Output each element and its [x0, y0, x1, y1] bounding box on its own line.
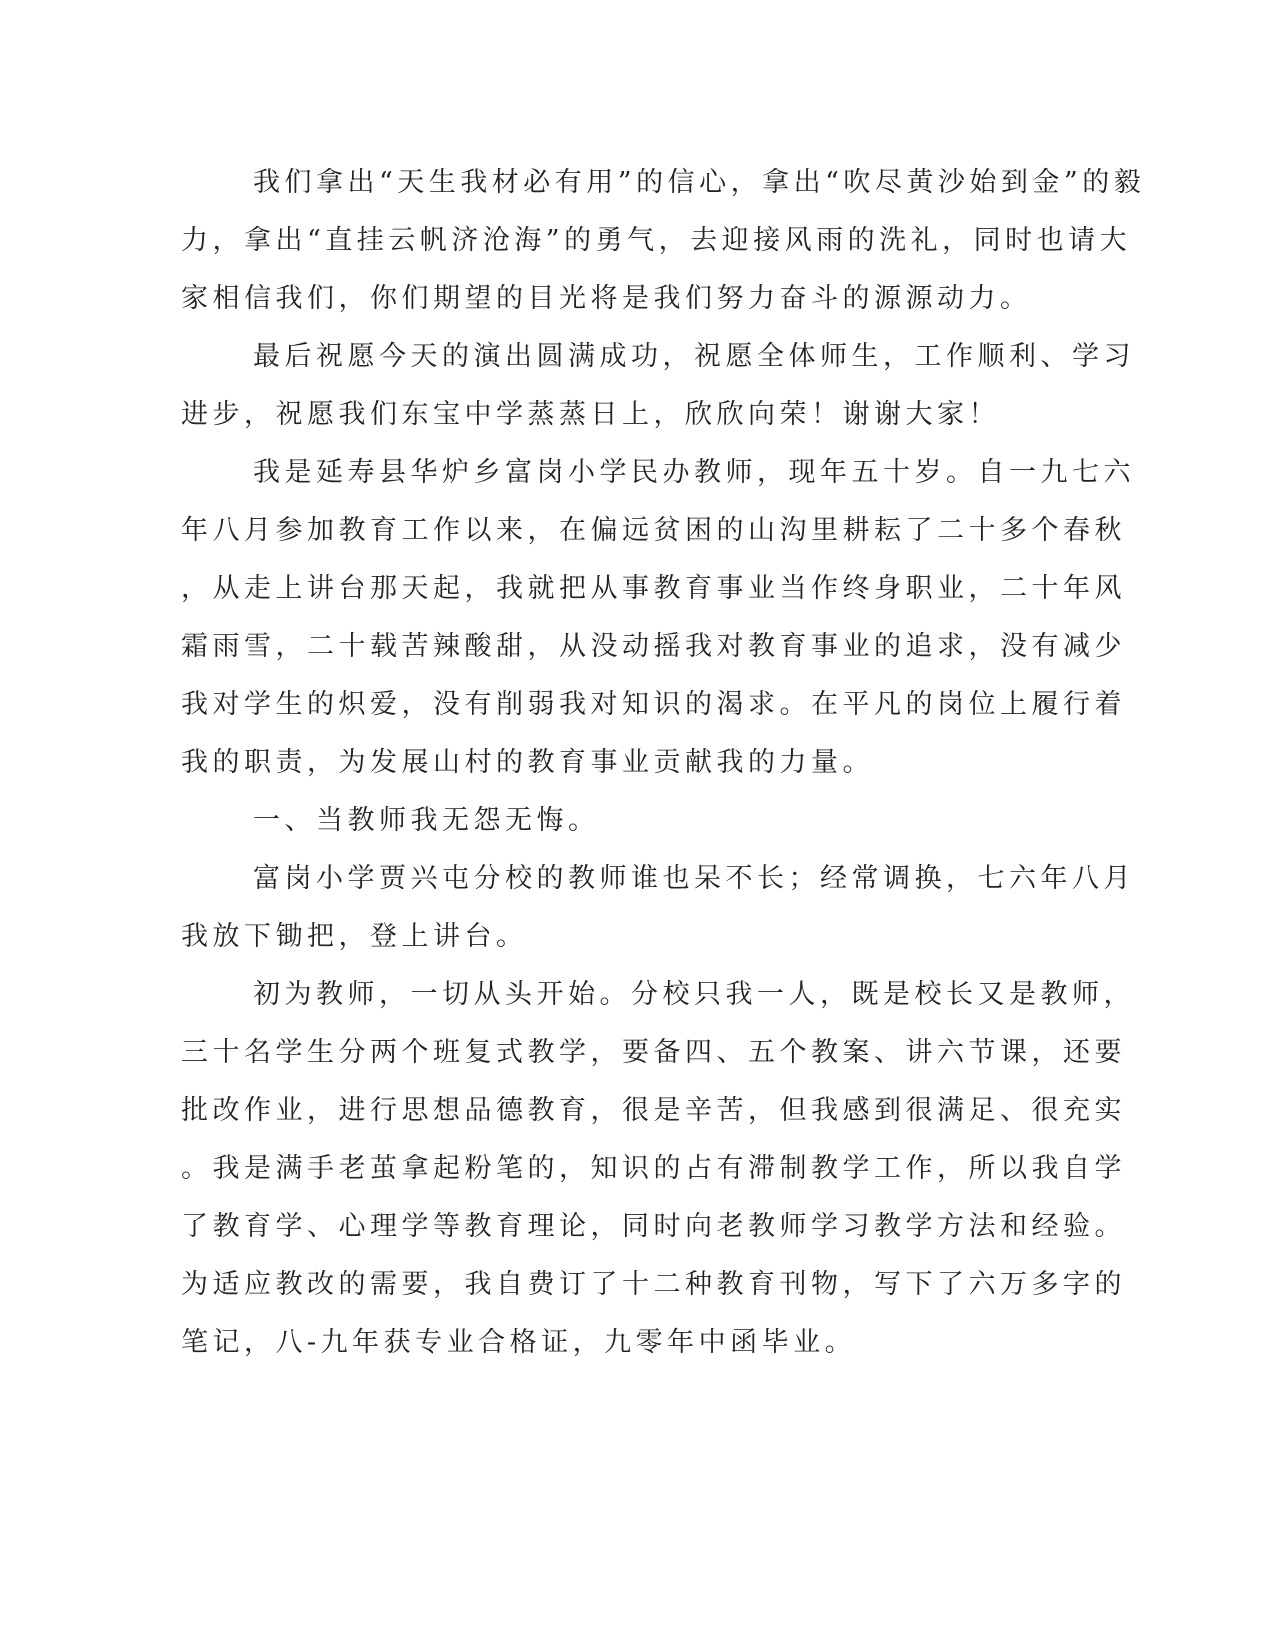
paragraph-line: 年八月参加教育工作以来，在偏远贫困的山沟里耕耘了二十多个春秋	[181, 515, 1126, 546]
paragraph-line: 初为教师，一切从头开始。分校只我一人，既是校长又是教师，	[253, 979, 1135, 1010]
paragraph-line: 笔记，八-九年获专业合格证，九零年中函毕业。	[181, 1327, 857, 1358]
paragraph-line: 富岗小学贾兴屯分校的教师谁也呆不长；经常调换，七六年八月	[253, 863, 1135, 894]
paragraph-line: 进步，祝愿我们东宝中学蒸蒸日上，欣欣向荣！谢谢大家！	[181, 399, 1000, 430]
paragraph-line: 我对学生的炽爱，没有削弱我对知识的渴求。在平凡的岗位上履行着	[181, 689, 1126, 720]
paragraph-line: 。我是满手老茧拿起粉笔的，知识的占有滞制教学工作，所以我自学	[181, 1153, 1126, 1184]
paragraph-line: 批改作业，进行思想品德教育，很是辛苦，但我感到很满足、很充实	[181, 1095, 1126, 1126]
paragraph-line: 我放下锄把，登上讲台。	[181, 921, 528, 952]
paragraph-line: 我的职责，为发展山村的教育事业贡献我的力量。	[181, 747, 874, 778]
paragraph-line: 我们拿出“天生我材必有用”的信心，拿出“吹尽黄沙始到金”的毅	[253, 167, 1146, 198]
paragraph-line: 家相信我们，你们期望的目光将是我们努力奋斗的源源动力。	[181, 283, 1032, 314]
section-heading: 一、当教师我无怨无悔。	[253, 805, 600, 836]
paragraph-line: 为适应教改的需要，我自费订了十二种教育刊物，写下了六万多字的	[181, 1269, 1126, 1300]
paragraph-line: 三十名学生分两个班复式教学，要备四、五个教案、讲六节课，还要	[181, 1037, 1126, 1068]
paragraph-line: ，从走上讲台那天起，我就把从事教育事业当作终身职业，二十年风	[181, 573, 1126, 604]
paragraph-line: 最后祝愿今天的演出圆满成功，祝愿全体师生，工作顺利、学习	[253, 341, 1135, 372]
paragraph-line: 了教育学、心理学等教育理论，同时向老教师学习教学方法和经验。	[181, 1211, 1126, 1242]
paragraph-line: 力，拿出“直挂云帆济沧海”的勇气，去迎接风雨的洗礼，同时也请大	[181, 225, 1132, 256]
paragraph-line: 霜雨雪，二十载苦辣酸甜，从没动摇我对教育事业的追求，没有减少	[181, 631, 1126, 662]
paragraph-line: 我是延寿县华炉乡富岗小学民办教师，现年五十岁。自一九七六	[253, 457, 1135, 488]
